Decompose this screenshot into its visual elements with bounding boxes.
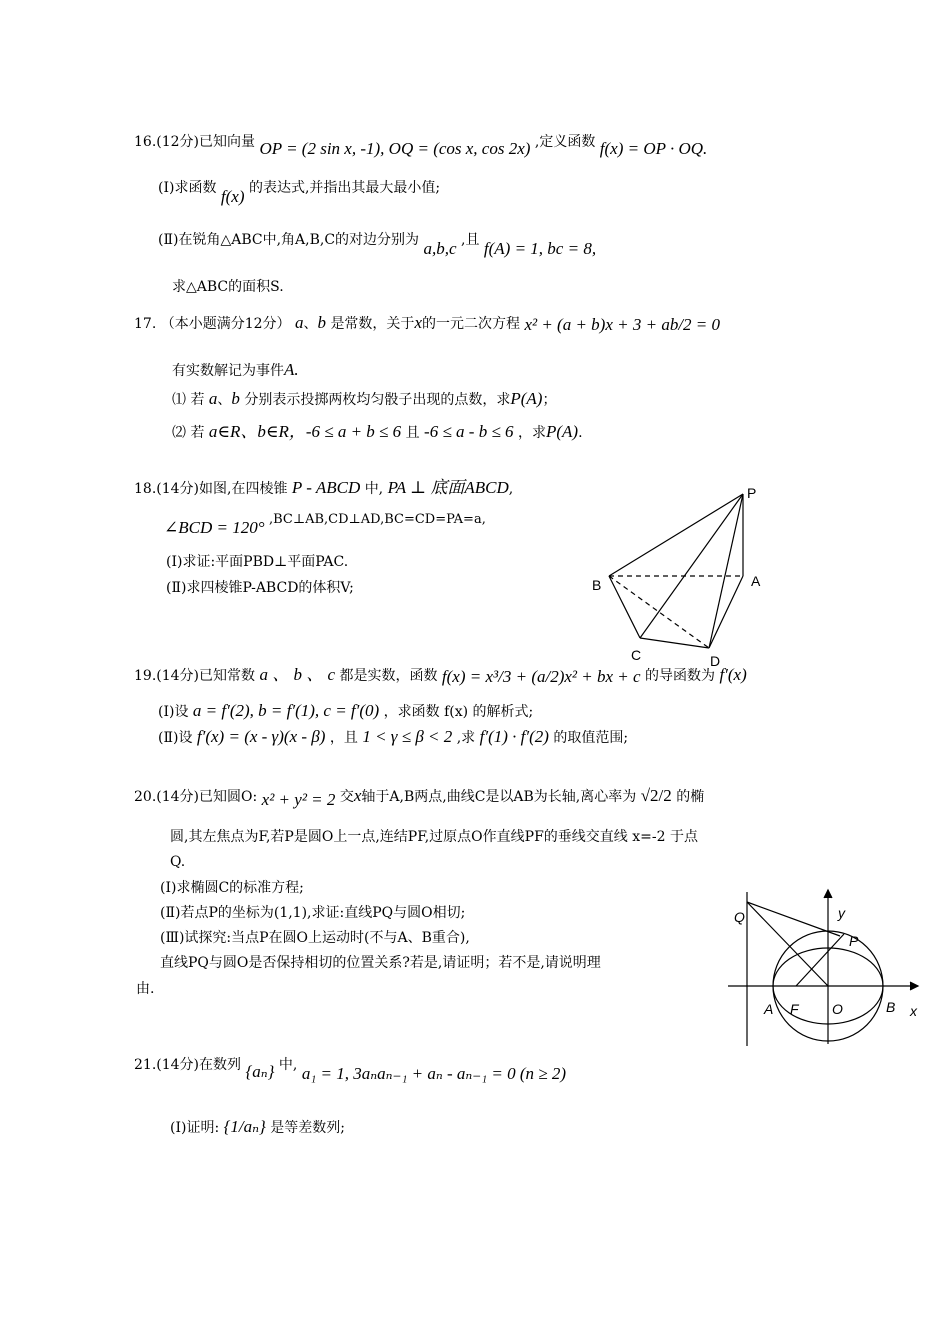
- q18-line2: ∠BCD = 120° ,BC⊥AB,CD⊥AD,BC=CD=PA=a,: [164, 512, 486, 537]
- segment-QO: [747, 902, 828, 986]
- label-A: A: [751, 573, 761, 589]
- q19-function: f(x) = x³/3 + (a/2)x² + bx + c: [441, 667, 641, 686]
- pyramid-figure: [585, 482, 785, 672]
- segment-QP: [747, 902, 840, 936]
- label-y: y: [838, 905, 845, 921]
- edge-BC: [609, 576, 640, 638]
- q20-part5: 由.: [136, 981, 155, 997]
- q18-line1: 18.(14分)如图,在四棱锥 P - ABCD 中, PA ⊥ 底面ABCD,: [134, 478, 514, 497]
- q17-part2: ⑵ 若 a∈R、b∈R，-6 ≤ a + b ≤ 6 且 -6 ≤ a - b ≤ 6 ，求P(A).: [172, 422, 583, 441]
- q20-line3: Q.: [170, 854, 186, 870]
- label-D: D: [710, 653, 721, 669]
- y-axis-arrow: [824, 890, 832, 898]
- label-P: P: [747, 485, 757, 501]
- edge-CD: [640, 638, 709, 648]
- q20-part1: (Ⅰ)求椭圆C的标准方程;: [160, 880, 304, 896]
- q17-equation: x² + (a + b)x + 3 + ab/2 = 0: [524, 315, 721, 334]
- q16-vectors: OP = (2 sin x, -1), OQ = (cos x, cos 2x): [259, 139, 531, 158]
- q19-line1: 19.(14分)已知常数 a 、 b 、 c 都是实数，函数 f(x) = x³/3 + (a/2)x² + bx + c 的导函数为 f′(x): [134, 665, 747, 686]
- q18-part1: (Ⅰ)求证:平面PBD⊥平面PAC.: [166, 554, 349, 570]
- label-x: x: [910, 1003, 917, 1019]
- q18-part2: (Ⅱ)求四棱锥P-ABCD的体积V;: [166, 580, 354, 596]
- q20-line2: 圆,其左焦点为F,若P是圆O上一点,连结PF,过原点O作直线PF的垂线交直线 x=-2 于点: [170, 829, 698, 845]
- label-B: B: [592, 577, 602, 593]
- label-A2: A: [764, 1001, 774, 1017]
- q21-recurrence: a₁ = 1, 3aₙaₙ₋₁ + aₙ - aₙ₋₁ = 0 (n ≥ 2): [301, 1064, 567, 1083]
- label-O: O: [832, 1001, 843, 1017]
- label-P2: P: [849, 933, 859, 949]
- q20-part3: (Ⅲ)试探究:当点P在圆O上运动时(不与A、B重合),: [160, 930, 470, 946]
- label-B2: B: [886, 999, 896, 1015]
- q20-part4: 直线PQ与圆O是否保持相切的位置关系?若是,请证明；若不是,请说明理: [160, 955, 601, 971]
- q16-part2: (Ⅱ)在锐角△ABC中,角A,B,C的对边分别为 a,b,c ,且 f(A) = 1, bc = 8,: [158, 232, 597, 258]
- q17-part1: ⑴ 若 a、b 分别表示投掷两枚均匀骰子出现的点数，求P(A)；: [172, 389, 557, 408]
- q21-line1: 21.(14分)在数列 {aₙ} 中, a₁ = 1, 3aₙaₙ₋₁ + aₙ - aₙ₋₁ = 0 (n ≥ 2): [134, 1057, 567, 1083]
- edge-PB: [609, 494, 743, 576]
- q20-part2: (Ⅱ)若点P的坐标为(1,1),求证:直线PQ与圆O相切;: [160, 905, 466, 921]
- edge-DA: [709, 576, 743, 648]
- q16-def: ,定义函数: [534, 134, 596, 150]
- q20-line1: 20.(14分)已知圆O: x² + y² = 2 交x轴于A,B两点,曲线C是以AB为长轴,离心率为 √2/2 的椭: [134, 786, 705, 809]
- q19-part2: (Ⅱ)设 f′(x) = (x - γ)(x - β) ，且 1 < γ ≤ β < 2 ,求 f′(1) · f′(2) 的取值范围;: [158, 727, 629, 746]
- q16-func: f(x) = OP · OQ.: [599, 139, 708, 158]
- ellipse-figure: [722, 884, 928, 1050]
- label-F: F: [790, 1001, 799, 1017]
- q17-line2: 有实数解记为事件A.: [172, 360, 299, 379]
- q21-part1: (Ⅰ)证明: {1/aₙ} 是等差数列;: [170, 1117, 346, 1136]
- x-axis-arrow: [910, 982, 918, 990]
- label-C: C: [631, 647, 642, 663]
- label-Q: Q: [734, 909, 745, 925]
- q16-head: 16.(12分)已知向量: [134, 134, 256, 150]
- q19-part1: (Ⅰ)设 a = f′(2), b = f′(1), c = f′(0) ，求函数 f(x) 的解析式;: [158, 701, 534, 720]
- q16-part1: (Ⅰ)求函数 f(x) 的表达式,并指出其最大最小值;: [158, 180, 441, 206]
- q16-line1: [134, 131, 708, 158]
- q16-part3: 求△ABC的面积S.: [172, 279, 284, 295]
- q17-line1: 17. （本小题满分12分） a、b 是常数，关于x的一元二次方程 x² + (a + b)x + 3 + ab/2 = 0: [134, 313, 721, 334]
